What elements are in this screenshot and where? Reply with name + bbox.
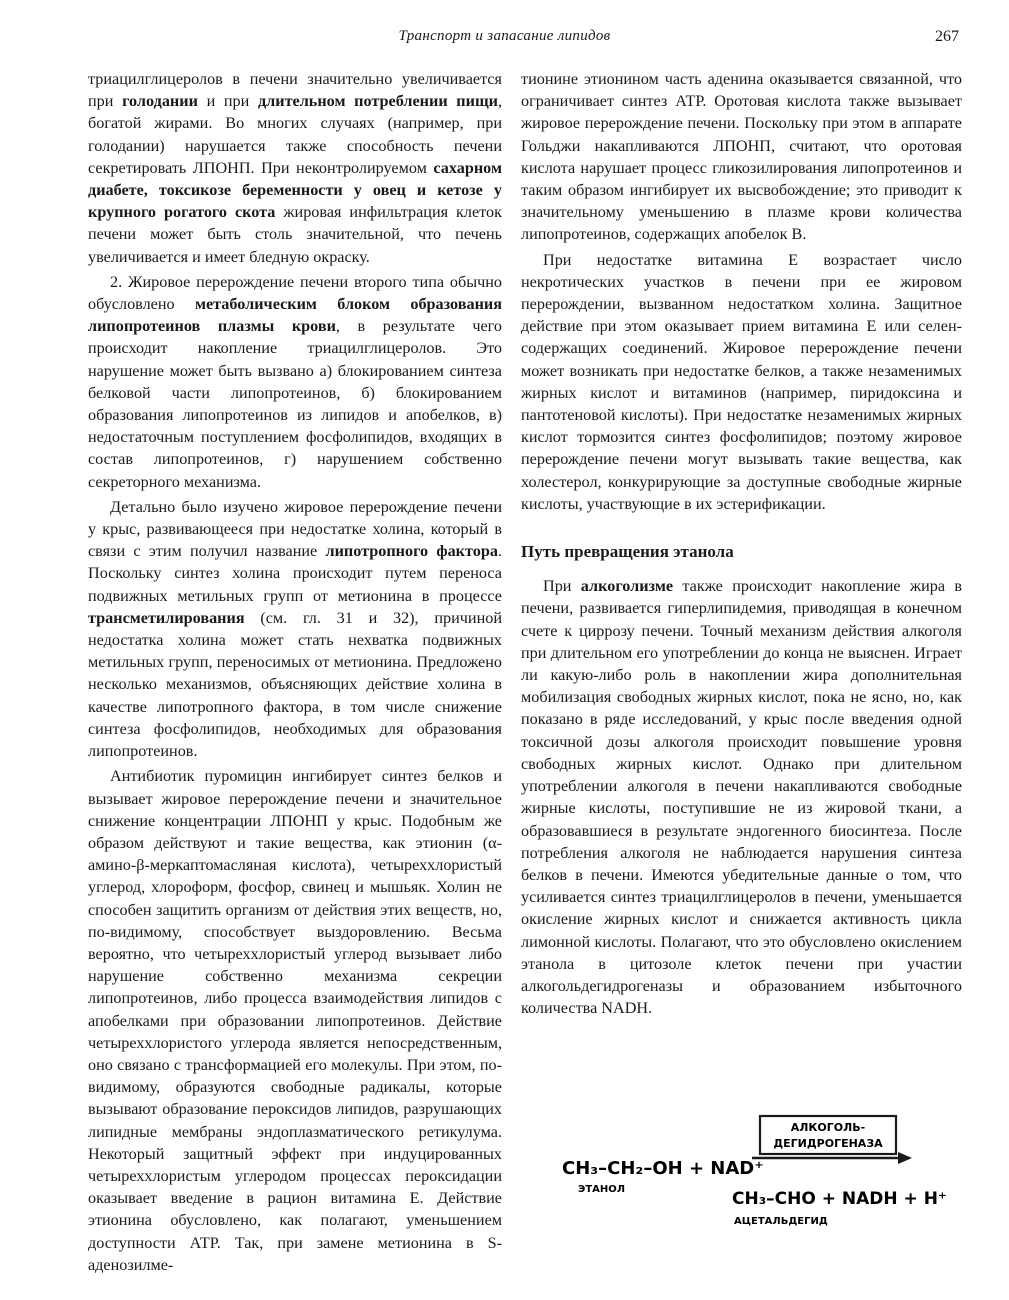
- reaction-diagram: [520, 1112, 960, 1232]
- reaction-arrow-head: [898, 1152, 912, 1164]
- paragraph: Детально было изучено жировое перерождение печени у крыс, развивающееся при недостатке холина, который в связи с этим получил название липотропного фактора. Поскольку синтез холина происходит путем переноса подвижных метильных групп от метионина в процессе трансметилирования (см. гл. 31 и 32), причиной недостатка холина может стать нехватка подвижных метильных групп, переносимых от метионина. Предложено несколько механизмов, объясняющих действие холина в качестве липотропного фактора, в том числе снижение синтеза фосфолипидов, необходимых для образования липопротеинов.: [88, 497, 502, 761]
- right-column: [521, 68, 962, 1019]
- paragraph: При недостатке витамина Е возрастает число некротических участков в печени при ее жировом перерождении, вызванном недостатком холина. Защитное действие при этом оказывает прием витамина Е или селен-содержащих соединений. Жировое перерождение печени может возникать при недостатке белков, а также незаменимых жирных кислот и витаминов (например, пиридоксина и пантотеновой кислоты). При недостатке незаменимых жирных кислот тормозится синтез фосфолипидов; поэтому жировое перерождение печени могут вызывать такие вещества, как холестерол, конкурирующие за доступные свободные жирные кислоты, участвующие в их эстерификации.: [521, 250, 962, 513]
- substrate-formula: CH₃–CH₂–OH + NAD⁺: [562, 1158, 764, 1179]
- running-title: Транспорт и запасание липидов: [398, 28, 611, 44]
- paragraph: триацилглицеролов в печени значительно увеличивается при голодании и при длительном потреблении пищи, богатой жирами. Во многих случаях (например, при голодании) нарушается также способность печени секретировать ЛПОНП. При неконтролируемом сахарном диабете, токсикозе беременности у овец и кетозе у крупного рогатого скота жировая инфильтрация клеток печени может быть столь значительной, что печень увеличивается и имеет бледную окраску.: [88, 70, 502, 266]
- paragraph: 2. Жировое перерождение печени второго типа обычно обусловлено метаболическим блоком образования липопротеинов плазмы крови, в результате чего происходит накопление триацилглицеролов. Это нарушение может быть вызвано а) блокированием синтеза белковой части липопротеинов, б) блокированием образования липопротеинов из липидов и апобелков, в) недостаточным поступлением фосфолипидов, входящих в состав липопротеинов, г) нарушением собственно секреторного механизма.: [88, 272, 502, 491]
- paragraph: Антибиотик пуромицин ингибирует синтез белков и вызывает жировое перерождение печени и значительное снижение концентрации ЛПОНП у крыс. Подобным же образом действуют и такие вещества, как этионин (α-амино-β-меркаптомасляная кислота), четыреххлористый углерод, хлороформ, фосфор, свинец и мышьяк. Холин не способен защитить организм от действия этих веществ, но, по-видимому, способствует выздоровлению. Весьма вероятно, что четыреххлористый углерод вызывает либо нарушение собственно механизма секреции липопротеинов, либо процесса взаимодействия липидов с апобелками при образовании липопротеинов. Действие четыреххлористого углерода является непосредственным, оно связано с трансформацией его молекулы. При этом, по-видимому, образуются свободные радикалы, которые вызывают образование пероксидов липидов, разрушающих липидные мембраны эндоплазматического ретикулума. Некоторый защитный эффект при индуцированных четыреххлористым углеродом процессах пероксидации оказывает введение в рацион витамина Е. Действие этионина обусловлено, как полагают, уменьшением доступности АТР. Так, при замене метионина в S-аденозилме-: [88, 767, 502, 1274]
- paragraph: При алкоголизме также происходит накопление жира в печени, развивается гиперлипидемия, приводящая в конечном счете к циррозу печени. Точный механизм действия алкоголя при длительном его употреблении до конца не выяснен. Играет ли какую-либо роль в накоплении жира дополнительная мобилизация свободных жирных кислот, пока не ясно, но, как показано в ряде исследований, у крыс после введения одной токсичной дозы алкоголя происходит повышение уровня свободных жирных кислот. Однако при длительном употреблении алкоголя в печени накапливаются свободные жирные кислоты, поступившие не из жировой ткани, а образовавшиеся в результате эндогенного биосинтеза. После потребления алкоголя не наблюдается нарушения синтеза белков в печени. Имеются убедительные данные о том, что усиливается синтез триацилглицеролов в печени, уменьшается окисление жирных кислот и снижается активность цикла лимонной кислоты. Полагают, что это обусловлено окислением этанола в цитозоле клеток печени при участии алкогольдегидрогеназы и образованием избыточного количества NADH.: [521, 577, 962, 1018]
- page-number: 267: [935, 28, 959, 45]
- enzyme-label-line1: АЛКОГОЛЬ-: [790, 1121, 866, 1134]
- ethanol-oxidation-reaction: [520, 1112, 960, 1232]
- product-formula: CH₃–CHO + NADH + H⁺: [732, 1189, 947, 1209]
- substrate-name: ЭТАНОЛ: [578, 1184, 626, 1195]
- left-column: [88, 68, 502, 1276]
- product-name: АЦЕТАЛЬДЕГИД: [734, 1216, 828, 1227]
- enzyme-label-line2: ДЕГИДРОГЕНАЗА: [773, 1137, 883, 1150]
- paragraph: тионине этионином часть аденина оказывается связанной, что ограничивает синтез АТР. Оротовая кислота также вызывает жировое перерождение печени. Поскольку при этом в аппарате Гольджи накапливаются ЛПОНП, считают, что оротовая кислота нарушает процесс гликозилирования липопротеинов и таким образом ингибирует их высвобождение; это приводит к значительному уменьшению в плазме крови количества липопротеинов, содержащих апобелок В.: [521, 70, 962, 244]
- section-heading: Путь превращения этанола: [521, 542, 734, 562]
- running-head: [0, 28, 1009, 52]
